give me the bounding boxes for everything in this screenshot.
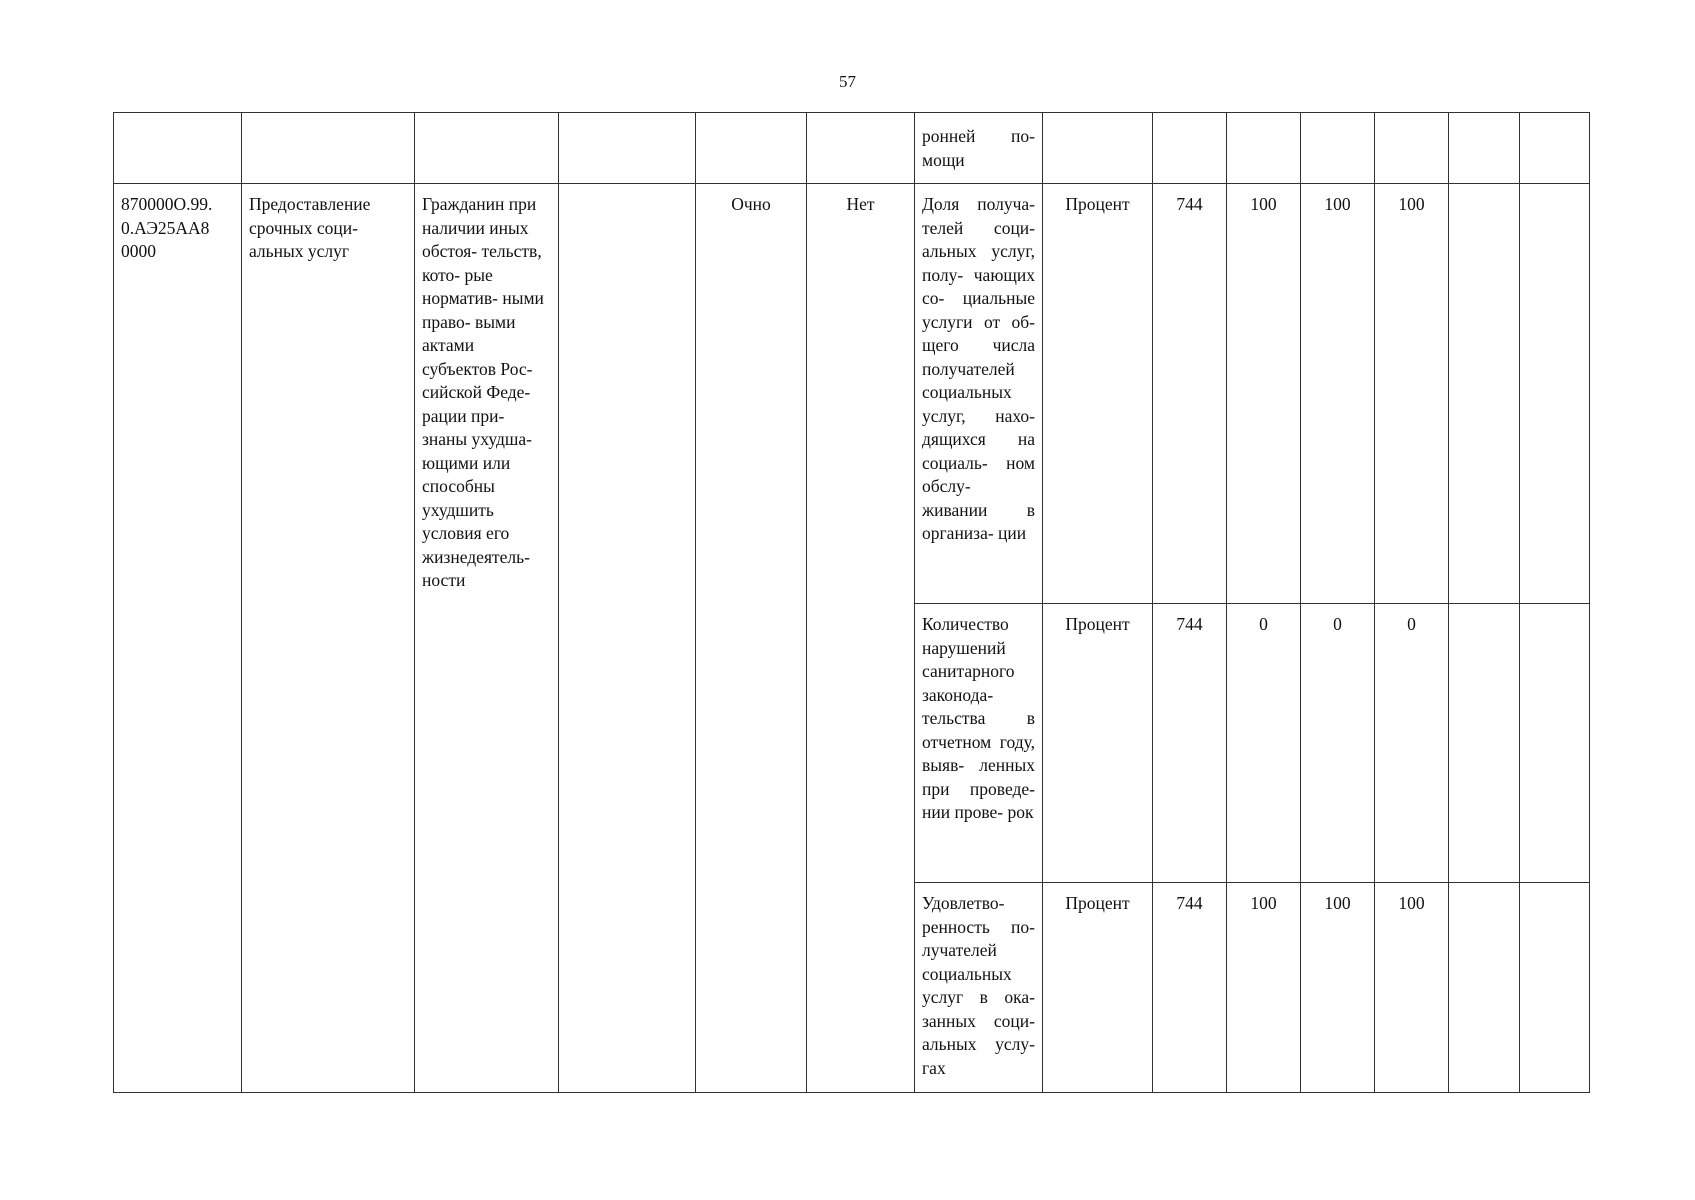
cell-empty [1301, 113, 1375, 184]
cell-empty [1449, 113, 1520, 184]
cell-empty [1449, 604, 1520, 883]
indicator-name-continued: ронней по- мощи [915, 113, 1043, 184]
cell-empty [559, 113, 696, 184]
indicator-name: Удовлетво- ренность по- лучателей социальных услуг в ока- занных соци- альных услу- гах [915, 883, 1043, 1093]
page-number: 57 [839, 72, 856, 91]
cell-empty [242, 113, 415, 184]
cell-empty [559, 184, 696, 1093]
cell-empty [1043, 113, 1153, 184]
service-flag: Нет [807, 184, 915, 1093]
indicator-value-2: 100 [1301, 883, 1375, 1093]
indicator-unit: Процент [1043, 604, 1153, 883]
cell-empty [1153, 113, 1227, 184]
cell-empty [1375, 113, 1449, 184]
indicator-okei: 744 [1153, 883, 1227, 1093]
indicator-value-3: 100 [1375, 184, 1449, 604]
cell-empty [1520, 883, 1590, 1093]
indicator-value-3: 100 [1375, 883, 1449, 1093]
cell-empty [1520, 184, 1590, 604]
indicator-value-2: 0 [1301, 604, 1375, 883]
recipient-category: Гражданин при наличии иных обстоя- тельств, кото- рые норматив- ными право- выми актами субъектов Рос- сийской Феде- рации при- знаны ухудша- ющими или способны ухудшить условия его жизнедеятель- ности [415, 184, 559, 1093]
cell-empty [1449, 883, 1520, 1093]
indicator-value-1: 100 [1227, 883, 1301, 1093]
continued-row [114, 113, 1590, 184]
cell-empty [807, 113, 915, 184]
table-row [114, 184, 1590, 604]
cell-empty [696, 113, 807, 184]
cell-empty [1227, 113, 1301, 184]
indicator-name: Доля получа- телей соци- альных услуг, полу- чающих со- циальные услуги от об- щего числа получателей социальных услуг, нахо- дящихся на социаль- ном обслу- живании в организа- ции [915, 184, 1043, 604]
cell-empty [1449, 184, 1520, 604]
service-form: Очно [696, 184, 807, 1093]
indicator-okei: 744 [1153, 184, 1227, 604]
service-quality-table [113, 112, 1590, 1093]
indicator-name: Количество нарушений санитарного законода- тельства в отчетном году, выяв- ленных при проведе- нии прове- рок [915, 604, 1043, 883]
indicator-value-3: 0 [1375, 604, 1449, 883]
indicator-unit: Процент [1043, 184, 1153, 604]
cell-empty [1520, 113, 1590, 184]
indicator-unit: Процент [1043, 883, 1153, 1093]
cell-empty [114, 113, 242, 184]
cell-empty [1520, 604, 1590, 883]
indicator-okei: 744 [1153, 604, 1227, 883]
indicator-value-1: 100 [1227, 184, 1301, 604]
indicator-value-2: 100 [1301, 184, 1375, 604]
registry-code: 870000О.99. 0.АЭ25АА8 0000 [114, 184, 242, 1093]
indicator-value-1: 0 [1227, 604, 1301, 883]
cell-empty [415, 113, 559, 184]
service-name: Предоставление срочных соци- альных услуг [242, 184, 415, 1093]
